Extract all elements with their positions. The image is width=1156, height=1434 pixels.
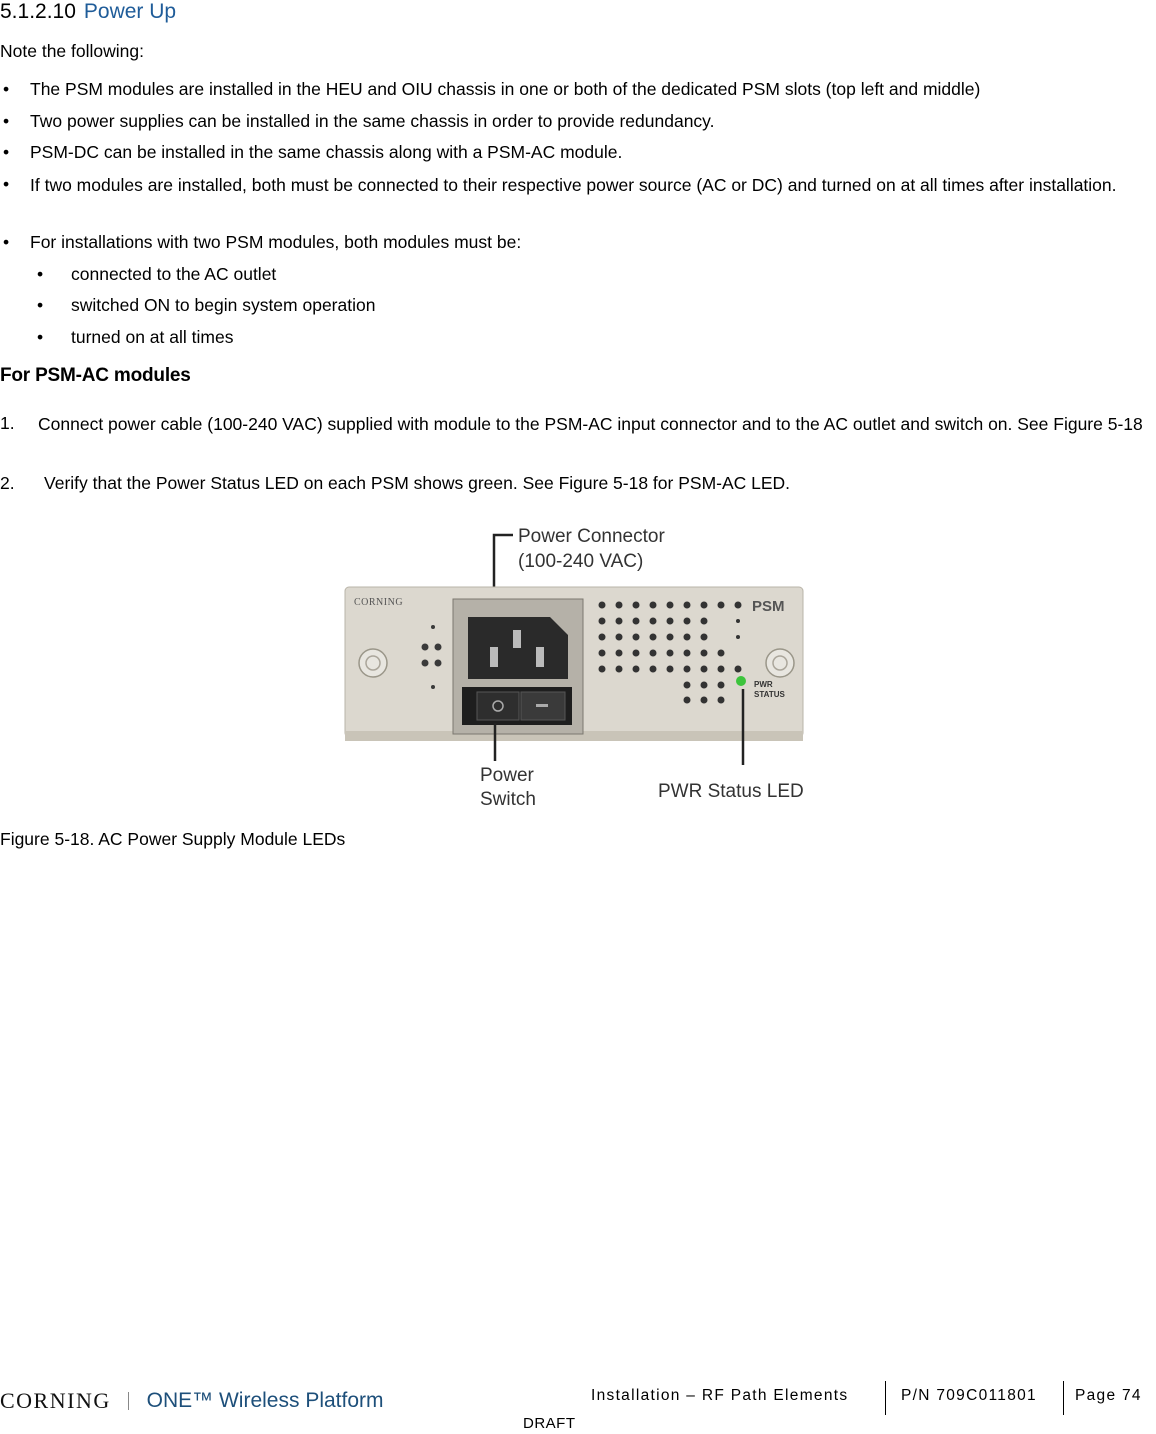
sub-bullet-marker: • (37, 327, 44, 347)
logo-divider (128, 1392, 129, 1410)
led-label-line2: STATUS (754, 690, 785, 699)
footer-logo (0, 1388, 440, 1418)
bullet-item: PSM-DC can be installed in the same chassis along with a PSM-AC module. (30, 142, 623, 162)
panel-brand-text: CORNING (354, 597, 404, 608)
bullet-marker: • (3, 79, 10, 99)
bullet-item: For installations with two PSM modules, both modules must be: (30, 232, 522, 252)
left-thumbscrew (359, 649, 387, 677)
bullet-item: The PSM modules are installed in the HEU and OIU chassis in one or both of the dedicated PSM slots (top left and middle) (30, 79, 981, 99)
callout-power-switch-line1: Power (480, 765, 534, 786)
bullet-marker: • (3, 232, 10, 252)
callout-power-connector-line2: (100-240 VAC) (518, 551, 644, 572)
bullet-marker: • (3, 142, 10, 162)
sub-bullet-marker: • (37, 295, 44, 315)
step-text: Verify that the Power Status LED on each PSM shows green. See Figure 5-18 for PSM-AC LED. (44, 473, 791, 493)
psm-ac-figure (340, 517, 820, 810)
section-number: 5.1.2.10 (0, 0, 76, 23)
footer-product: ONE™ Wireless Platform (146, 1389, 384, 1412)
intro-text: Note the following: (0, 41, 144, 61)
switch-on-symbol (536, 704, 548, 707)
callout-power-connector-line1: Power Connector (518, 526, 665, 547)
right-thumbscrew (766, 649, 794, 677)
section-title: Power Up (83, 0, 177, 23)
pwr-status-led (736, 676, 746, 686)
footer-brand: CORNING (0, 1388, 111, 1413)
sub-bullet-item: switched ON to begin system operation (71, 295, 376, 315)
footer-separator (885, 1381, 886, 1415)
footer-section: Installation – RF Path Elements (591, 1387, 849, 1404)
step-number: 1. (0, 413, 15, 433)
sub-bullet-item: turned on at all times (71, 327, 234, 347)
footer-part-number: P/N 709C011801 (901, 1387, 1037, 1404)
step-number: 2. (0, 473, 15, 493)
section-heading (0, 0, 176, 24)
led-label-line1: PWR (754, 680, 773, 689)
power-switch-off-side (477, 692, 519, 720)
draft-watermark: DRAFT (523, 1415, 576, 1432)
sub-bullet-marker: • (37, 264, 44, 284)
inlet-pin-right (536, 647, 544, 667)
inlet-pin-left (490, 647, 498, 667)
sub-bullet-item: connected to the AC outlet (71, 264, 277, 284)
bullet-item: Two power supplies can be installed in the same chassis in order to provide redundancy. (30, 111, 715, 131)
figure-caption: Figure 5-18. AC Power Supply Module LEDs (0, 829, 346, 849)
callout-power-switch-line2: Switch (480, 789, 536, 810)
footer-page-number: Page 74 (1075, 1387, 1142, 1404)
footer-separator (1063, 1381, 1064, 1415)
bullet-marker: • (3, 111, 10, 131)
bullet-marker: • (3, 174, 10, 194)
subheading: For PSM-AC modules (0, 365, 191, 386)
callout-pwr-status-led: PWR Status LED (658, 781, 804, 802)
bullet-item: If two modules are installed, both must be connected to their respective power source (AC or DC) and turned on at all times after installation. (30, 175, 1117, 195)
step-text: Connect power cable (100-240 VAC) supplied with module to the PSM-AC input connector and to the AC outlet and switch on. See Figure 5-18 (38, 414, 1143, 434)
inlet-pin-ground (513, 630, 521, 648)
panel-psm-label: PSM (752, 598, 785, 615)
